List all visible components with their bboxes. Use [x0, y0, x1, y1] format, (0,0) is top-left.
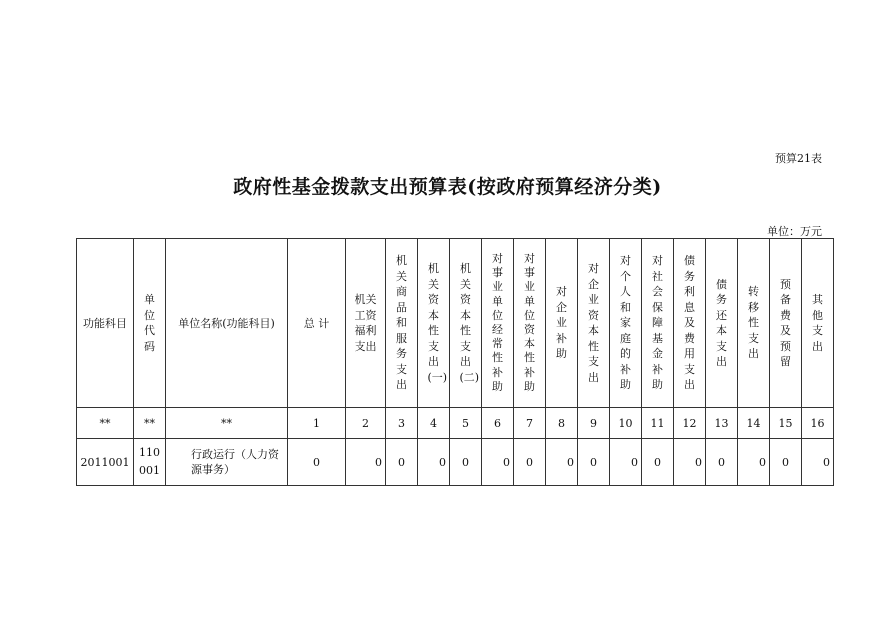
- col-header-9: 对个人和家庭的补助: [610, 239, 642, 408]
- func-code-cell: 2011001: [77, 439, 134, 486]
- index-cell: 4: [418, 408, 450, 439]
- value-cell: 0: [546, 439, 578, 486]
- col-header-10: 对社会保障基金补助: [642, 239, 674, 408]
- index-cell: **: [77, 408, 134, 439]
- unit-label: 单位：万元: [767, 225, 822, 238]
- index-cell: 7: [514, 408, 546, 439]
- value-cell: 0: [514, 439, 546, 486]
- index-cell: 9: [578, 408, 610, 439]
- col-header-13: 转移性支出: [738, 239, 770, 408]
- unit-code-cell: 110001: [134, 439, 166, 486]
- value-cell: 0: [802, 439, 834, 486]
- index-cell: 6: [482, 408, 514, 439]
- col-header-total: 总 计: [288, 239, 346, 408]
- col-header-11: 债务利息及费用支出: [674, 239, 706, 408]
- table-row: [77, 439, 834, 486]
- value-cell: 0: [482, 439, 514, 486]
- index-cell: 3: [386, 408, 418, 439]
- col-header-14: 预备费及预留: [770, 239, 802, 408]
- index-cell: 8: [546, 408, 578, 439]
- index-cell: 5: [450, 408, 482, 439]
- index-cell: 2: [346, 408, 386, 439]
- index-cell: 10: [610, 408, 642, 439]
- col-header-6: 对事业单位资本性补助: [514, 239, 546, 408]
- unit-name-cell: 行政运行（人力资源事务）: [166, 439, 288, 486]
- value-cell: 0: [578, 439, 610, 486]
- value-cell: 0: [418, 439, 450, 486]
- index-cell: 15: [770, 408, 802, 439]
- value-cell: 0: [738, 439, 770, 486]
- col-header-3: 机关资本性支出(一): [418, 239, 450, 408]
- index-cell: **: [166, 408, 288, 439]
- value-cell: 0: [386, 439, 418, 486]
- col-header-12: 债务还本支出: [706, 239, 738, 408]
- value-cell: 0: [674, 439, 706, 486]
- value-cell: 0: [610, 439, 642, 486]
- header-row: [77, 239, 834, 408]
- col-header-unit-name: 单位名称(功能科目): [166, 239, 288, 408]
- value-cell: 0: [450, 439, 482, 486]
- col-header-5: 对事业单位经常性补助: [482, 239, 514, 408]
- form-number: 预算21表: [775, 152, 822, 165]
- index-cell: 1: [288, 408, 346, 439]
- index-cell: 12: [674, 408, 706, 439]
- budget-table: [76, 238, 834, 486]
- value-cell: 0: [288, 439, 346, 486]
- col-header-func-code: 功能科目: [77, 239, 134, 408]
- index-cell: 16: [802, 408, 834, 439]
- index-cell: 13: [706, 408, 738, 439]
- index-cell: 14: [738, 408, 770, 439]
- page-title: 政府性基金拨款支出预算表(按政府预算经济分类): [233, 176, 662, 198]
- col-header-15: 其他支出: [802, 239, 834, 408]
- index-cell: **: [134, 408, 166, 439]
- col-header-4: 机关资本性支出(二): [450, 239, 482, 408]
- index-cell: 11: [642, 408, 674, 439]
- col-header-unit-code: 单位代码: [134, 239, 166, 408]
- value-cell: 0: [346, 439, 386, 486]
- value-cell: 0: [770, 439, 802, 486]
- col-header-2: 机关商品和服务支出: [386, 239, 418, 408]
- col-header-7: 对企业补助: [546, 239, 578, 408]
- col-header-8: 对企业资本性支出: [578, 239, 610, 408]
- col-header-1: 机关工资福利支出: [346, 239, 386, 408]
- value-cell: 0: [706, 439, 738, 486]
- value-cell: 0: [642, 439, 674, 486]
- index-row: [77, 408, 834, 439]
